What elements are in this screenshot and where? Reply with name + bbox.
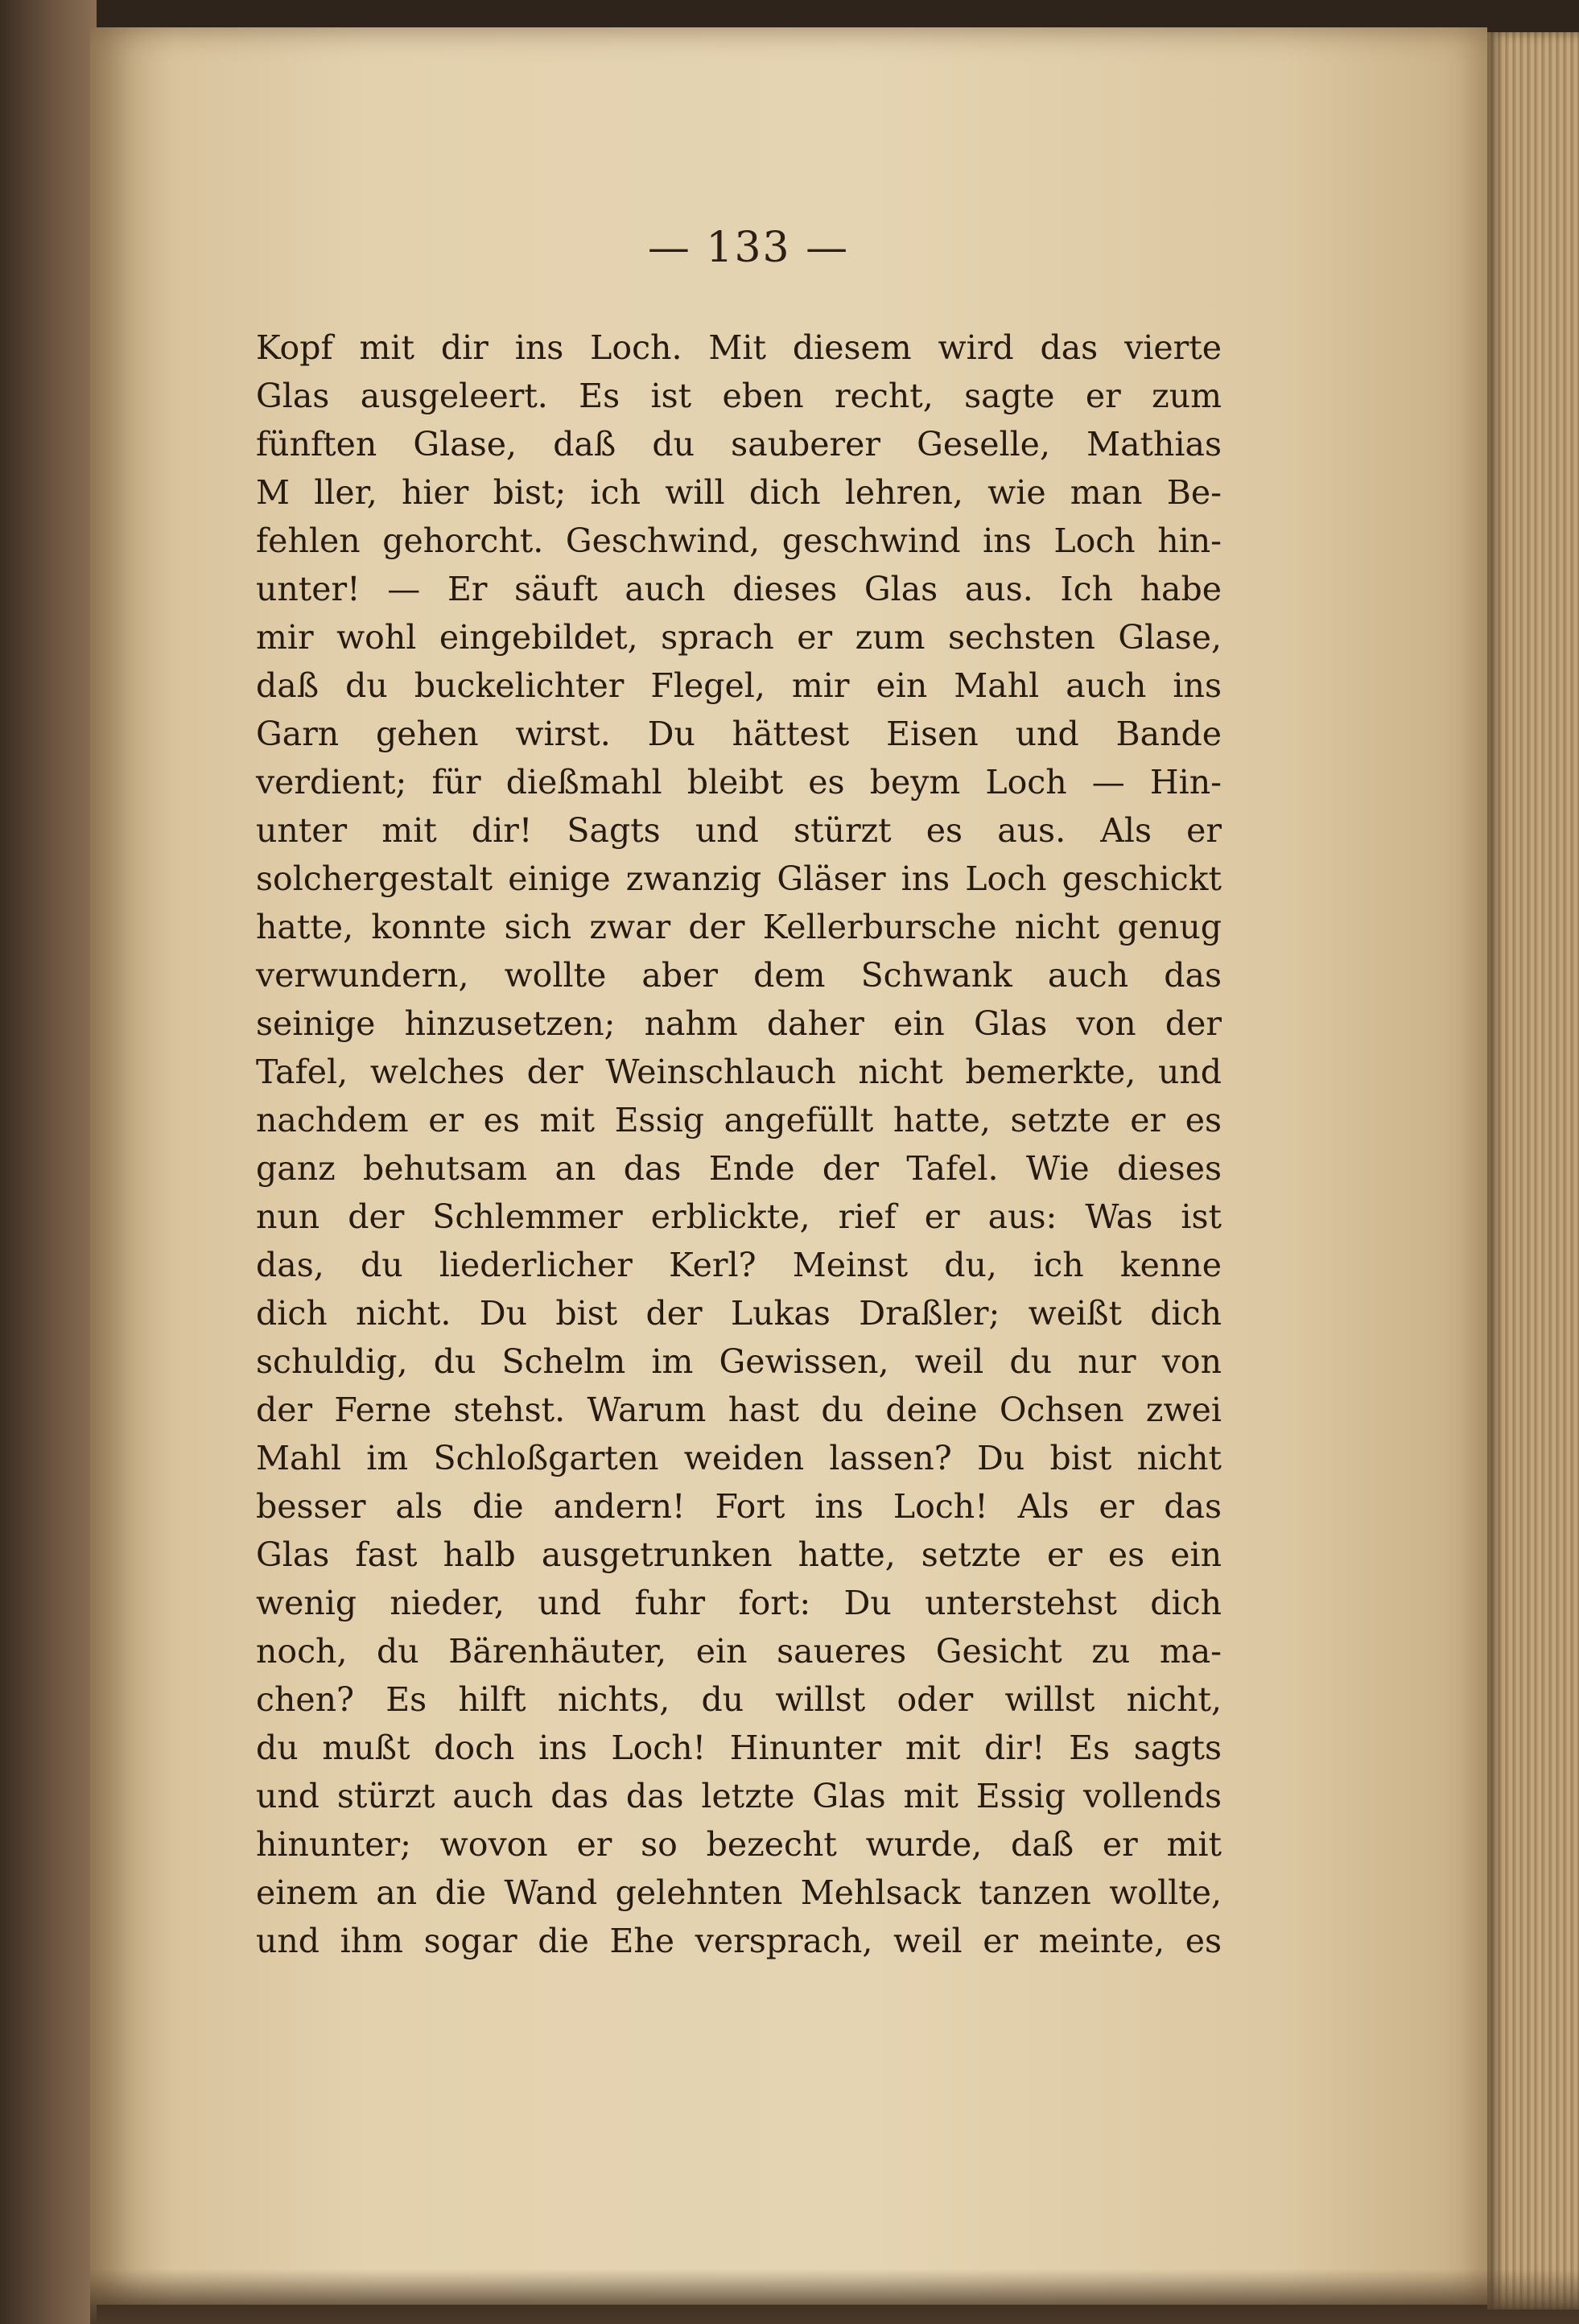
text-line: du mußt doch ins Loch! Hinunter mit dir! Es sagts — [256, 1729, 1222, 1767]
text-line: verdient; für dießmahl bleibt es beym Loch — Hin- — [256, 763, 1222, 801]
book-cover-edge — [0, 0, 97, 2324]
text-line: M ller, hier bist; ich will dich lehren, wie man Be- — [256, 473, 1222, 512]
text-line: nachdem er es mit Essig angefüllt hatte, setzte er es — [256, 1101, 1222, 1139]
body-text — [256, 323, 1222, 1965]
text-line: Tafel, welches der Weinschlauch nicht bemerkte, und — [256, 1053, 1222, 1091]
text-line: ganz behutsam an das Ende der Tafel. Wie dieses — [256, 1149, 1222, 1188]
text-line: dich nicht. Du bist der Lukas Draßler; weißt dich — [256, 1294, 1222, 1333]
text-line: unter mit dir! Sagts und stürzt es aus. Als er — [256, 811, 1222, 850]
text-line: verwundern, wollte aber dem Schwank auch das — [256, 956, 1222, 995]
text-line: besser als die andern! Fort ins Loch! Als er das — [256, 1487, 1222, 1526]
text-line: solchergestalt einige zwanzig Gläser ins Loch geschickt — [256, 859, 1222, 898]
text-line: hatte, konnte sich zwar der Kellerbursche nicht genug — [256, 908, 1222, 946]
text-line: Mahl im Schloßgarten weiden lassen? Du bist nicht — [256, 1439, 1222, 1477]
text-line: unter! — Er säuft auch dieses Glas aus. Ich habe — [256, 570, 1222, 608]
text-line: das, du liederlicher Kerl? Meinst du, ich kenne — [256, 1246, 1222, 1284]
text-line: Glas fast halb ausgetrunken hatte, setzte er es ein — [256, 1535, 1222, 1574]
text-line: wenig nieder, und fuhr fort: Du unterstehst dich — [256, 1584, 1222, 1622]
text-line: der Ferne stehst. Warum hast du deine Ochsen zwei — [256, 1391, 1222, 1429]
text-line: Glas ausgeleert. Es ist eben recht, sagte er zum — [256, 377, 1222, 415]
text-line: und stürzt auch das das letzte Glas mit Essig vollends — [256, 1777, 1222, 1815]
text-line: Garn gehen wirst. Du hättest Eisen und Bande — [256, 715, 1222, 753]
bottom-shadow — [90, 2269, 1579, 2324]
text-line: schuldig, du Schelm im Gewissen, weil du nur von — [256, 1342, 1222, 1381]
text-line: fünften Glase, daß du sauberer Geselle, Mathias — [256, 425, 1222, 464]
page-stack-edge — [1487, 32, 1579, 2310]
text-line: seinige hinzusetzen; nahm daher ein Glas von der — [256, 1004, 1222, 1043]
text-line: nun der Schlemmer erblickte, rief er aus: Was ist — [256, 1197, 1222, 1236]
text-line: einem an die Wand gelehnten Mehlsack tanzen wollte, — [256, 1873, 1222, 1912]
text-line: mir wohl eingebildet, sprach er zum sechsten Glase, — [256, 618, 1222, 657]
text-line: und ihm sogar die Ehe versprach, weil er meinte, es — [256, 1922, 1222, 1960]
text-line: daß du buckelichter Flegel, mir ein Mahl auch ins — [256, 666, 1222, 705]
text-line: hinunter; wovon er so bezecht wurde, daß er mit — [256, 1825, 1222, 1864]
text-line: fehlen gehorcht. Geschwind, geschwind ins Loch hin- — [256, 521, 1222, 560]
page-number: — 133 — — [647, 224, 850, 272]
text-line: chen? Es hilft nichts, du willst oder willst nicht, — [256, 1680, 1222, 1719]
text-line: Kopf mit dir ins Loch. Mit diesem wird das vierte — [256, 328, 1222, 367]
text-line: noch, du Bärenhäuter, ein saueres Gesicht zu ma- — [256, 1632, 1222, 1671]
